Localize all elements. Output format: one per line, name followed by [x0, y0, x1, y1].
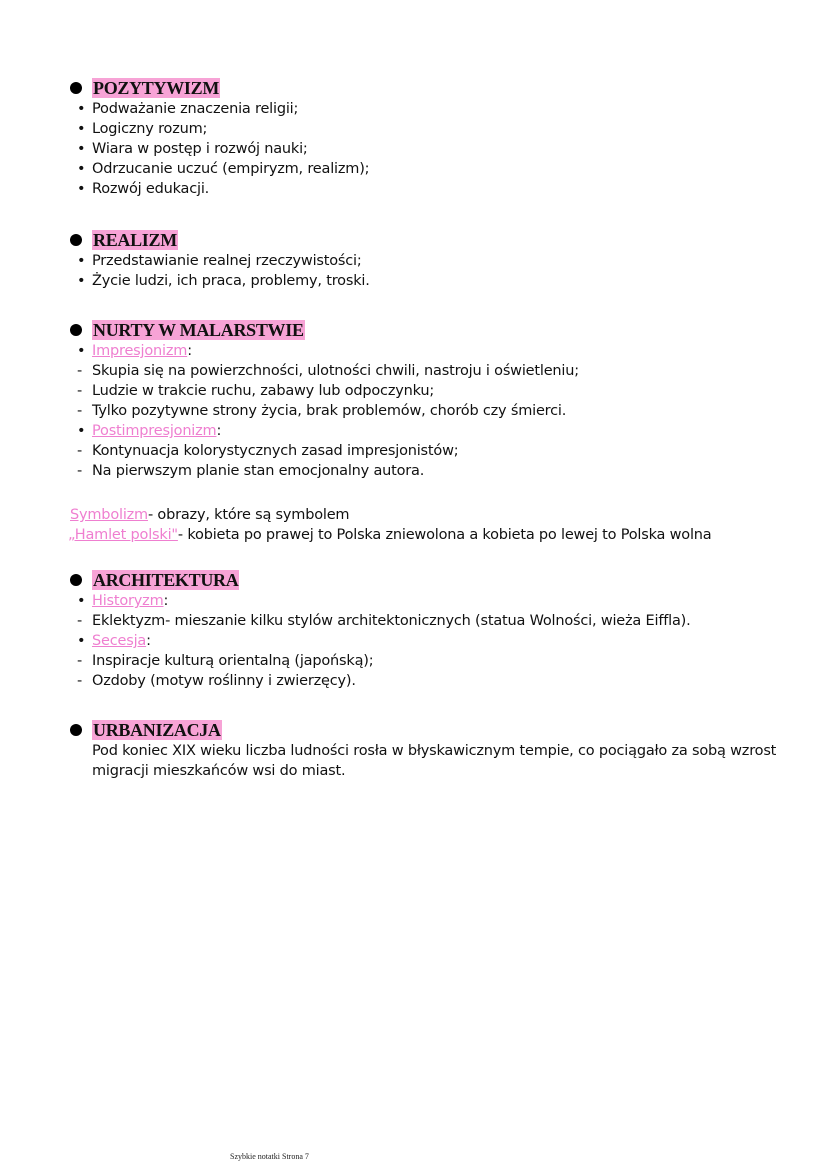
list-item: • Historyzm:: [77, 593, 169, 609]
list-item: - Skupia się na powierzchności, ulotności chwili, nastroju i oświetleniu;: [77, 363, 579, 379]
list-item: - Inspiracje kulturą orientalną (japońską);: [77, 653, 374, 669]
heading-text: NURTY W MALARSTWIE: [93, 320, 304, 340]
list-item: • Życie ludzi, ich praca, problemy, troski.: [77, 273, 370, 289]
section-realizm: [68, 229, 828, 291]
section-pozytywizm: [68, 77, 828, 199]
postimpresjonizm-link[interactable]: Postimpresjonizm: [92, 423, 217, 439]
impresjonizm-link[interactable]: Impresjonizm: [92, 343, 188, 359]
bullet-icon: [70, 82, 82, 94]
section-urbanizacja: [68, 719, 828, 781]
list-item: • Podważanie znaczenia religii;: [77, 101, 299, 117]
list-item: • Secesja:: [77, 633, 151, 649]
historyzm-link[interactable]: Historyzm: [92, 593, 164, 609]
symbolizm-line: Symbolizm- obrazy, które są symbolem: [70, 507, 350, 523]
page-footer: Szybkie notatki Strona 7: [230, 1152, 309, 1161]
bullet-icon: [70, 724, 82, 736]
symbolizm-link[interactable]: Symbolizm: [70, 507, 148, 523]
list-item: • Odrzucanie uczuć (empiryzm, realizm);: [77, 161, 370, 177]
list-item: - Tylko pozytywne strony życia, brak problemów, chorób czy śmierci.: [77, 403, 567, 419]
list-item: - Kontynuacja kolorystycznych zasad impresjonistów;: [77, 443, 459, 459]
heading-text: POZYTYWIZM: [93, 78, 220, 98]
list-item: - Ozdoby (motyw roślinny i zwierzęcy).: [77, 673, 356, 689]
section-architektura: [68, 569, 828, 691]
bullet-icon: [70, 324, 82, 336]
hamlet-line: „Hamlet polski"- kobieta po prawej to Polska zniewolona a kobieta po lewej to Polska wolna: [68, 527, 712, 543]
list-item: • Logiczny rozum;: [77, 121, 208, 137]
section-symbolizm: [70, 505, 828, 545]
list-item: - Ludzie w trakcie ruchu, zabawy lub odpoczynku;: [77, 383, 435, 399]
list-item: • Rozwój edukacji.: [77, 181, 210, 197]
urbanizacja-paragraph: Pod koniec XIX wieku liczba ludności rosła w błyskawicznym tempie, co pociągało za sobą wzrost migracji mieszkańców wsi do miast.: [92, 743, 777, 779]
section-nurty: [68, 319, 828, 481]
section-heading: [68, 229, 828, 251]
list-item: • Impresjonizm:: [77, 343, 192, 359]
heading-text: REALIZM: [93, 230, 177, 250]
list-item: • Wiara w postęp i rozwój nauki;: [77, 141, 308, 157]
section-heading: [68, 319, 828, 341]
bullet-icon: [70, 574, 82, 586]
section-heading: [68, 719, 828, 741]
section-heading: [68, 77, 828, 99]
list-item: - Na pierwszym planie stan emocjonalny autora.: [77, 463, 425, 479]
heading-text: URBANIZACJA: [93, 720, 221, 740]
hamlet-link[interactable]: „Hamlet polski": [68, 527, 178, 543]
secesja-link[interactable]: Secesja: [92, 633, 147, 649]
list-item: • Przedstawianie realnej rzeczywistości;: [77, 253, 362, 269]
section-heading: [68, 569, 828, 591]
list-item: - Eklektyzm- mieszanie kilku stylów architektonicznych (statua Wolności, wieża Eiffla).: [77, 613, 691, 629]
heading-text: ARCHITEKTURA: [93, 570, 239, 590]
list-item: • Postimpresjonizm:: [77, 423, 222, 439]
bullet-icon: [70, 234, 82, 246]
